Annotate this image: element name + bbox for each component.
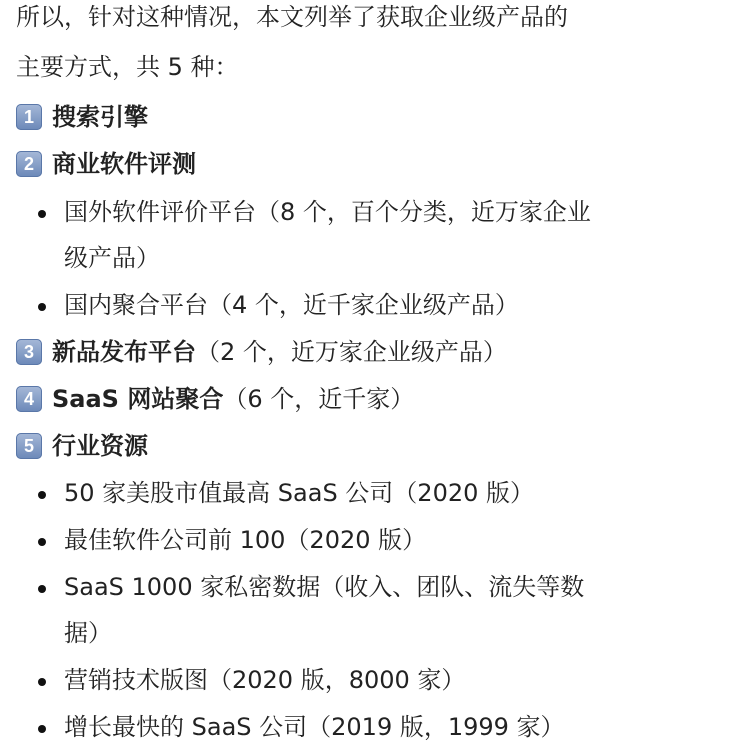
- keycap-3-icon: 3: [16, 339, 42, 365]
- list-item-continuation: 级产品）: [64, 244, 160, 272]
- list-item: 营销技术版图（2020 版，8000 家）: [64, 666, 466, 694]
- bullet-icon: [38, 303, 46, 311]
- section-4-title: SaaS 网站聚合: [52, 385, 224, 413]
- list-item: 增长最快的 SaaS 公司（2019 版，1999 家）: [64, 713, 565, 741]
- keycap-1-icon: 1: [16, 104, 42, 130]
- keycap-2-icon: 2: [16, 151, 42, 177]
- list-item: SaaS 1000 家私密数据（收入、团队、流失等数: [64, 573, 585, 601]
- section-3-title: 新品发布平台: [52, 338, 196, 366]
- section-2-title: 商业软件评测: [52, 150, 196, 178]
- list-item: 国外软件评价平台（8 个，百个分类，近万家企业: [64, 198, 591, 226]
- section-4-suffix: （6 个，近千家）: [223, 385, 415, 413]
- bullet-icon: [38, 210, 46, 218]
- section-5: [16, 431, 148, 461]
- bullet-icon: [38, 585, 46, 593]
- section-1: [16, 102, 148, 132]
- bullet-icon: [38, 491, 46, 499]
- keycap-4-icon: 4: [16, 386, 42, 412]
- section-4: [16, 384, 414, 414]
- list-item-continuation: 据）: [64, 619, 112, 647]
- bullet-icon: [38, 725, 46, 733]
- section-5-title: 行业资源: [52, 432, 148, 460]
- intro-line-2: 主要方式，共 5 种：: [16, 53, 239, 81]
- bullet-icon: [38, 538, 46, 546]
- section-1-title: 搜索引擎: [52, 103, 148, 131]
- list-item: 50 家美股市值最高 SaaS 公司（2020 版）: [64, 479, 535, 507]
- section-2: [16, 149, 196, 179]
- list-item: 最佳软件公司前 100（2020 版）: [64, 526, 427, 554]
- list-item: 国内聚合平台（4 个，近千家企业级产品）: [64, 291, 519, 319]
- section-3-suffix: （2 个，近万家企业级产品）: [196, 338, 507, 366]
- keycap-5-icon: 5: [16, 433, 42, 459]
- intro-line-1: 所以，针对这种情况，本文列举了获取企业级产品的: [16, 3, 568, 31]
- bullet-icon: [38, 678, 46, 686]
- section-3: [16, 337, 507, 367]
